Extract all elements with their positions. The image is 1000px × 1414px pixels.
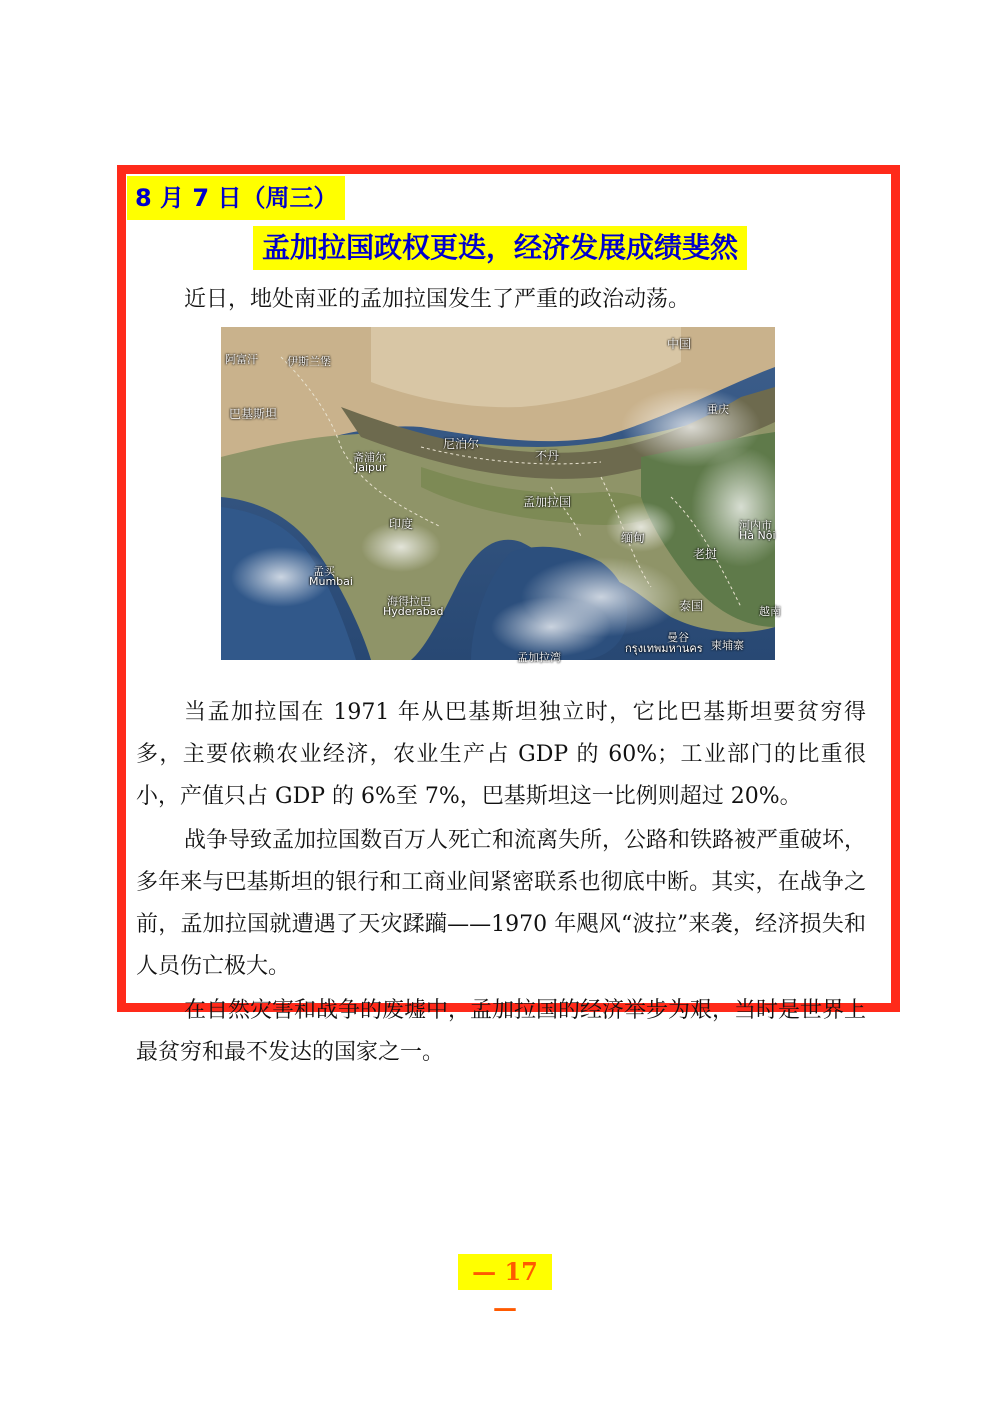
- map-label-jaipur-en: Jaipur: [355, 461, 387, 474]
- page-number: — 17 —: [458, 1254, 552, 1290]
- map-label-hanoi-cn: 河内市: [739, 519, 772, 532]
- map-label-thailand: 泰国: [679, 599, 704, 613]
- map-label-hyderabad-cn: 海得拉巴: [387, 595, 431, 608]
- map-label-china: 中国: [667, 337, 692, 351]
- map-label-chongqing: 重庆: [707, 403, 729, 416]
- map-label-mumbai-cn: 孟买: [313, 565, 335, 578]
- map-label-islamabad: 伊斯兰堡: [287, 355, 331, 368]
- map-label-mumbai-en: Mumbai: [309, 575, 353, 588]
- article-paragraph: 战争导致孟加拉国数百万人死亡和流离失所，公路和铁路被严重破坏，多年来与巴基斯坦的银行和工商业间紧密联系也彻底中断。其实，在战争之前，孟加拉国就遭遇了天灾蹂躏——1970 年飓风“波拉”来袭，经济损失和人员伤亡极大。: [136, 828, 867, 979]
- map-label-nepal: 尼泊尔: [443, 437, 480, 451]
- satellite-map-image: [221, 327, 781, 664]
- map-label-bangkok-cn: 曼谷: [667, 631, 689, 644]
- map-label-vietnam: 越南: [759, 605, 781, 618]
- map-label-cambodia: 柬埔寨: [711, 639, 744, 652]
- article-headline: 孟加拉国政权更迭，经济发展成绩斐然: [253, 226, 747, 270]
- lead-sentence: 近日，地处南亚的孟加拉国发生了严重的政治动荡。: [184, 287, 691, 312]
- map-label-hyderabad-en: Hyderabad: [383, 605, 444, 618]
- article-paragraph: 当孟加拉国在 1971 年从巴基斯坦独立时，它比巴基斯坦要贫穷得多，主要依赖农业经济，农业生产占 GDP 的 60%；工业部门的比重很小，产值只占 GDP 的 6%至 7%，巴基斯坦这一比例则超过 20%。: [136, 700, 866, 809]
- article-body: [136, 692, 866, 1076]
- map-label-india: 印度: [389, 517, 414, 531]
- date-tag: 8 月 7 日（周三）: [127, 176, 345, 220]
- map-label-bhutan: 不丹: [535, 449, 560, 463]
- map-label-bangkok-th: กรุงเทพมหานคร: [625, 642, 703, 655]
- map-label-hanoi-en: Hà Nội: [739, 529, 776, 542]
- article-paragraph: 在自然灾害和战争的废墟中，孟加拉国的经济举步为艰，当时是世界上最贫穷和最不发达的国家之一。: [136, 998, 867, 1065]
- map-label-jaipur-cn: 斋浦尔: [353, 451, 386, 464]
- map-label-pakistan: 巴基斯坦: [229, 407, 278, 421]
- map-label-bay-of-bengal: 孟加拉湾: [517, 651, 561, 664]
- map-label-myanmar: 缅甸: [621, 531, 646, 545]
- map-label-bangladesh: 孟加拉国: [523, 495, 572, 509]
- map-label-afghanistan: 阿富汗: [225, 353, 258, 366]
- map-label-laos: 老挝: [693, 547, 718, 561]
